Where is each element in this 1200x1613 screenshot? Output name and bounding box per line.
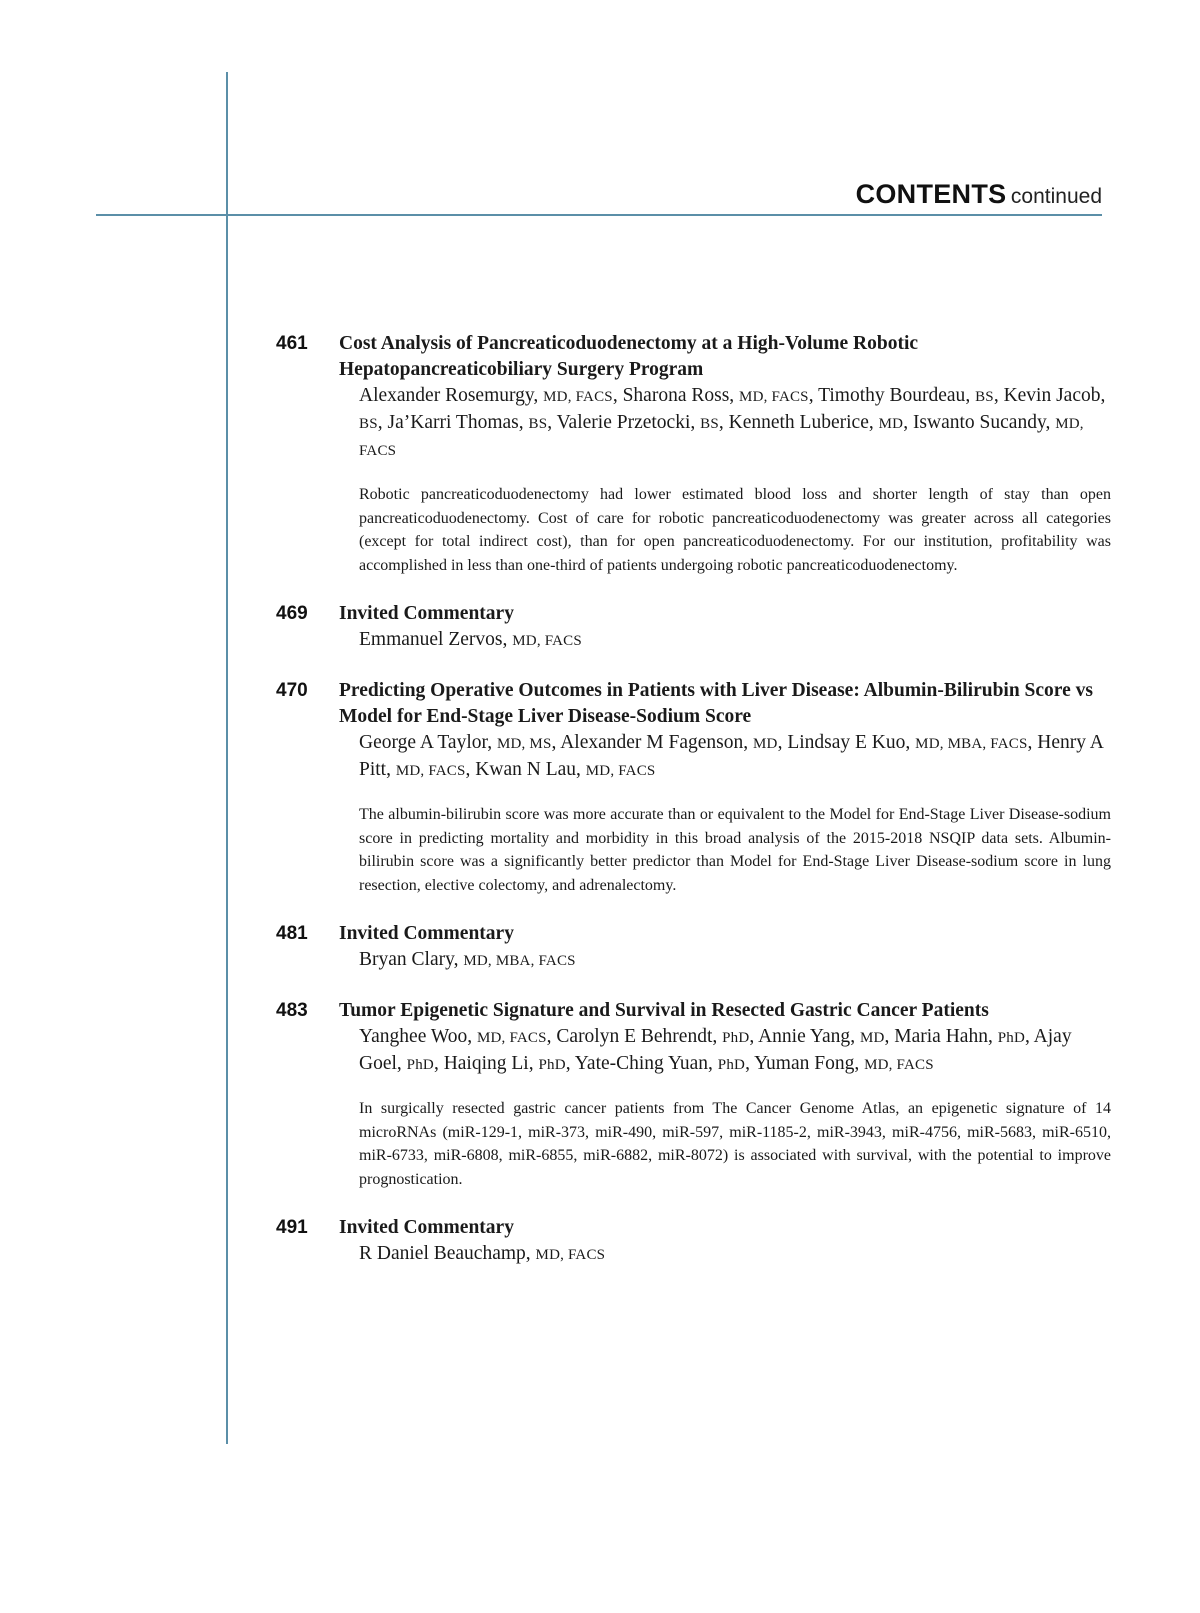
author-name: Ajay Goel [359, 1026, 1072, 1074]
page-number: 481 [276, 923, 308, 944]
author-list: Bryan Clary, MD, MBA, FACS [359, 949, 576, 970]
author-credentials: MD, FACS [864, 1057, 934, 1073]
author-credentials: PhD [717, 1057, 746, 1073]
author-name: Yanghee Woo [359, 1026, 468, 1047]
author-credentials: PhD [538, 1057, 566, 1073]
author-name: Carolyn E Behrendt [556, 1026, 713, 1047]
author-credentials: PhD [722, 1030, 750, 1046]
author-list: Emmanuel Zervos, MD, FACS [359, 629, 582, 650]
author-name: Henry A Pitt [359, 732, 1103, 780]
page-number: 491 [276, 1217, 308, 1238]
toc-entry [0, 678, 1200, 897]
author-name: Kevin Jacob [1003, 385, 1101, 406]
author-name: Alexander M Fagenson [560, 732, 744, 753]
author-credentials: MD, FACS [359, 416, 1084, 459]
header-title: CONTENTS [855, 179, 1007, 209]
page-number: 483 [276, 1000, 308, 1021]
author-credentials: MD, FACS [543, 389, 613, 405]
author-name: Timothy Bourdeau [818, 385, 966, 406]
entry-body [339, 678, 1111, 897]
author-name: Yate-Ching Yuan [574, 1053, 709, 1074]
author-name: Sharona Ross [622, 385, 730, 406]
article-title[interactable]: Invited Commentary [339, 1217, 514, 1238]
article-title[interactable]: Predicting Operative Outcomes in Patients with Liver Disease: Albumin-Bilirubin Score vs Model for End-Stage Liver Disease-Sodium Score [339, 680, 1093, 727]
article-summary: In surgically resected gastric cancer patients from The Cancer Genome Atlas, an epigenetic signature of 14 microRNAs (miR-129-1, miR-373, miR-490, miR-597, miR-1185-2, miR-3943, miR-4756, miR-5683, miR-6510, miR-6733, miR-6808, miR-6855, miR-6882, miR-8072) is associated with survival, with the potential to improve prognostication. [359, 1100, 1111, 1188]
author-credentials: MD, FACS [585, 763, 656, 779]
author-credentials: BS [359, 416, 378, 432]
author-credentials: MD, MBA, FACS [915, 736, 1028, 752]
entry-body [339, 1215, 1111, 1268]
author-credentials: BS [700, 416, 719, 432]
author-name: George A Taylor [359, 732, 488, 753]
author-name: R Daniel Beauchamp [359, 1243, 526, 1264]
author-list: George A Taylor, MD, MS, Alexander M Fagenson, MD, Lindsay E Kuo, MD, MBA, FACS, Henry A Pitt, MD, FACS, Kwan N Lau, MD, FACS [359, 732, 1103, 780]
author-credentials: BS [528, 416, 548, 432]
author-name: Kwan N Lau [475, 759, 577, 780]
author-credentials: MD, FACS [739, 389, 809, 405]
author-credentials: MD, FACS [535, 1247, 606, 1263]
page-number: 469 [276, 603, 308, 624]
toc-entry [0, 601, 1200, 654]
author-credentials: MD, MS [496, 736, 552, 752]
toc-entry [0, 331, 1200, 577]
header-rule [96, 214, 1102, 216]
entry-body [339, 998, 1111, 1191]
author-list: R Daniel Beauchamp, MD, FACS [359, 1243, 606, 1264]
header-subtitle: continued [1010, 185, 1102, 208]
author-list: Yanghee Woo, MD, FACS, Carolyn E Behrendt, PhD, Annie Yang, MD, Maria Hahn, PhD, Ajay Goel, PhD, Haiqing Li, PhD, Yate-Ching Yuan, PhD, Yuman Fong, MD, FACS [359, 1026, 1072, 1074]
author-name: Annie Yang [758, 1026, 851, 1047]
author-name: Lindsay E Kuo [787, 732, 906, 753]
article-title[interactable]: Invited Commentary [339, 923, 514, 944]
author-credentials: BS [975, 389, 994, 405]
toc-entry [0, 1215, 1200, 1268]
article-title[interactable]: Cost Analysis of Pancreaticoduodenectomy at a High-Volume Robotic Hepatopancreaticobiliary Surgery Program [339, 333, 919, 380]
author-name: Alexander Rosemurgy [359, 385, 534, 406]
article-summary: Robotic pancreaticoduodenectomy had lower estimated blood loss and shorter length of stay than open pancreaticoduodenectomy. Cost of care for robotic pancreaticoduodenectomy was greater across all categories (except for total indirect cost), than for open pancreaticoduodenectomy. For our institution, profitability was accomplished in less than one-third of patients undergoing robotic pancreaticoduodenectomy. [359, 486, 1111, 574]
article-summary: The albumin-bilirubin score was more accurate than or equivalent to the Model for End-Stage Liver Disease-sodium score in predicting mortality and morbidity in this broad analysis of the 2015-2018 NSQIP data sets. Albumin-bilirubin score was a significantly better predictor than Model for End-Stage Liver Disease-sodium score in lung resection, elective colectomy, and adrenalectomy. [359, 806, 1111, 894]
author-name: Kenneth Luberice [728, 412, 869, 433]
author-credentials: MD, FACS [512, 633, 582, 649]
article-title[interactable]: Tumor Epigenetic Signature and Survival in Resected Gastric Cancer Patients [339, 1000, 989, 1021]
author-credentials: MD, FACS [395, 763, 466, 779]
author-name: Iswanto Sucandy [912, 412, 1046, 433]
entry-body [339, 601, 1111, 654]
entry-body [339, 921, 1111, 974]
page-number: 461 [276, 333, 308, 354]
toc-entry [0, 921, 1200, 974]
toc-entry [0, 998, 1200, 1191]
author-name: Emmanuel Zervos [359, 629, 503, 650]
article-title[interactable]: Invited Commentary [339, 603, 514, 624]
author-credentials: PhD [406, 1057, 434, 1073]
author-list: Alexander Rosemurgy, MD, FACS, Sharona Ross, MD, FACS, Timothy Bourdeau, BS, Kevin Jacob, BS, Ja’Karri Thomas, BS, Valerie Przetocki, BS, Kenneth Luberice, MD, Iswanto Sucandy, MD, FACS [359, 385, 1106, 459]
author-credentials: MD [753, 736, 778, 752]
running-header [856, 179, 1102, 210]
author-credentials: MD, MBA, FACS [463, 953, 576, 969]
author-name: Ja’Karri Thomas [387, 412, 519, 433]
author-credentials: PhD [997, 1030, 1025, 1046]
page-number: 470 [276, 680, 308, 701]
author-credentials: MD [859, 1030, 885, 1046]
author-name: Maria Hahn [894, 1026, 988, 1047]
author-credentials: MD, FACS [476, 1030, 547, 1046]
author-credentials: MD [878, 416, 904, 432]
author-name: Haiqing Li [443, 1053, 529, 1074]
author-name: Bryan Clary [359, 949, 454, 970]
entry-body [339, 331, 1111, 577]
author-name: Valerie Przetocki [556, 412, 691, 433]
contents-list [0, 331, 1200, 1268]
author-name: Yuman Fong [754, 1053, 855, 1074]
